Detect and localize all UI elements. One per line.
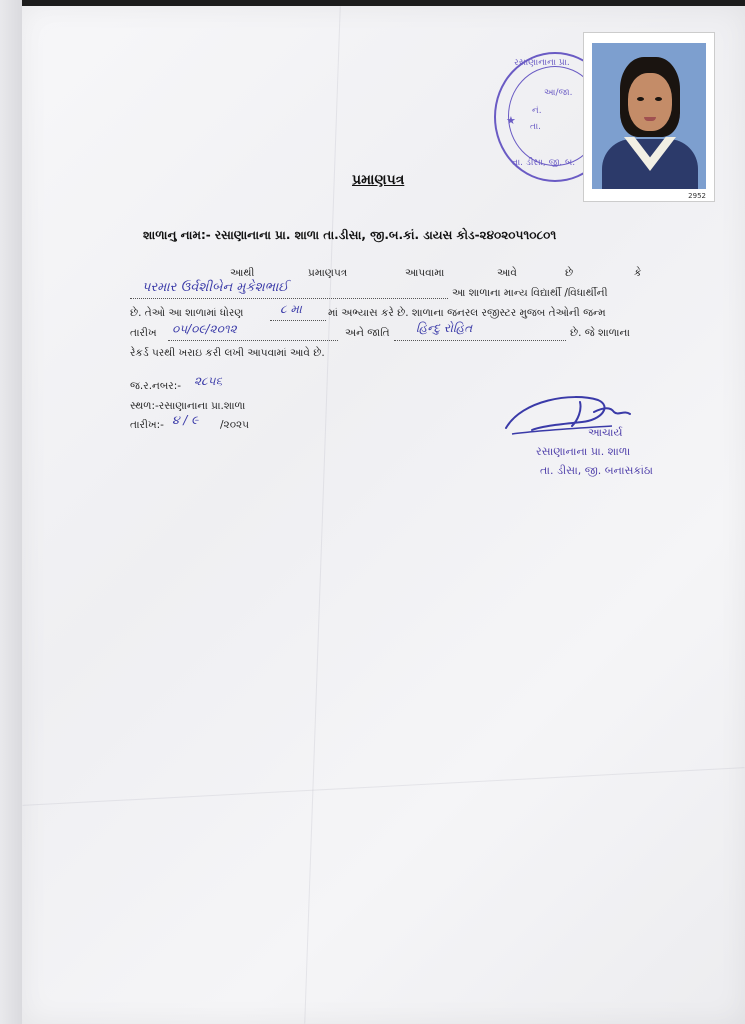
- photo-eye: [655, 97, 662, 101]
- star-icon: ★: [506, 114, 516, 127]
- student-name: પરમાર ઉર્વશીબેન મુકેશભાઈ: [142, 280, 289, 295]
- principal-title: આચાર્ય: [588, 426, 623, 439]
- photo-face: [628, 73, 672, 131]
- principal-place: તા. ડીસા, જી. બનાસકાંઠા: [540, 464, 653, 477]
- register-label: જ.ર.નબર:-: [130, 380, 182, 392]
- body-line-2: આ શાળાના માન્ય વિદ્યાર્થી /વિધાર્થીની: [452, 287, 608, 299]
- principal-school: રસાણાનાના પ્રા. શાળા: [536, 445, 631, 458]
- caste-underline: [394, 340, 566, 341]
- certificate-title: પ્રમાણપત્ર: [352, 172, 405, 188]
- stamp-n-text: નં.: [532, 106, 542, 116]
- body-word: પ્રમાણપત્ર: [308, 267, 348, 279]
- body-word: છે: [565, 267, 574, 279]
- stamp-top-text: રસાણાનાના પ્રા.: [514, 58, 570, 68]
- paper-crease: [22, 767, 744, 806]
- caste-value: હિન્દુ રોહિત: [416, 321, 473, 335]
- birth-date: ૦૫/૦૯/૨૦૧૨: [172, 322, 237, 336]
- date-label: તારીખ:-: [130, 419, 164, 431]
- photo-background: [592, 43, 706, 189]
- date-handwritten: ૪ / ૯: [172, 413, 199, 427]
- date-year: /૨૦૨૫: [220, 419, 250, 431]
- name-underline: [130, 298, 448, 299]
- body-line-5: રેકર્ડ પરથી ખરાઇ કરી લખી આપવામાં આવે છે.: [130, 347, 325, 359]
- student-photo: [583, 32, 715, 202]
- body-word: આવે: [497, 267, 517, 279]
- body-word: આથી: [230, 267, 255, 279]
- dob-underline: [168, 340, 338, 341]
- paper-crease: [304, 6, 341, 1023]
- register-number: ૨૮૫૬: [194, 374, 223, 388]
- school-info-line: શાળાનુ નામ:- રસાણાનાના પ્રા. શાળા તા.ડીસા, જી.બ.કાં. ડાયસ કોડ-૨૪૦૨૦૫૧૦૮૦૧: [143, 228, 557, 242]
- scan-left-edge: [0, 0, 22, 1024]
- body-line-4a: તારીખ: [130, 327, 157, 339]
- body-word: આપવામા: [405, 267, 445, 279]
- stamp-ta-text: તા.: [530, 122, 542, 132]
- photo-number: 2952: [688, 192, 706, 200]
- standard-value: ૮ મા: [280, 302, 302, 316]
- body-word: કે: [634, 267, 642, 279]
- place-line: સ્થળ:-રસાણાનાના પ્રા.શાળા: [130, 400, 246, 412]
- std-underline: [270, 320, 326, 321]
- body-line-4b: અને જાતિ: [345, 327, 390, 339]
- photo-eye: [637, 97, 644, 101]
- body-line-3a: છે. તેઓ આ શાળામાં ધોરણ: [130, 307, 244, 319]
- body-line-4c: છે. જે શાળાના: [570, 327, 630, 339]
- stamp-bottom-text: તા. ડીસા, જી. બ.: [512, 158, 576, 168]
- stamp-mid-text: આ/જા.: [544, 88, 573, 98]
- body-line-3b: માં અભ્યાસ કરે છે. શાળાના જનરલ રજીસ્ટર મુજબ તેઓની જન્મ: [328, 307, 606, 319]
